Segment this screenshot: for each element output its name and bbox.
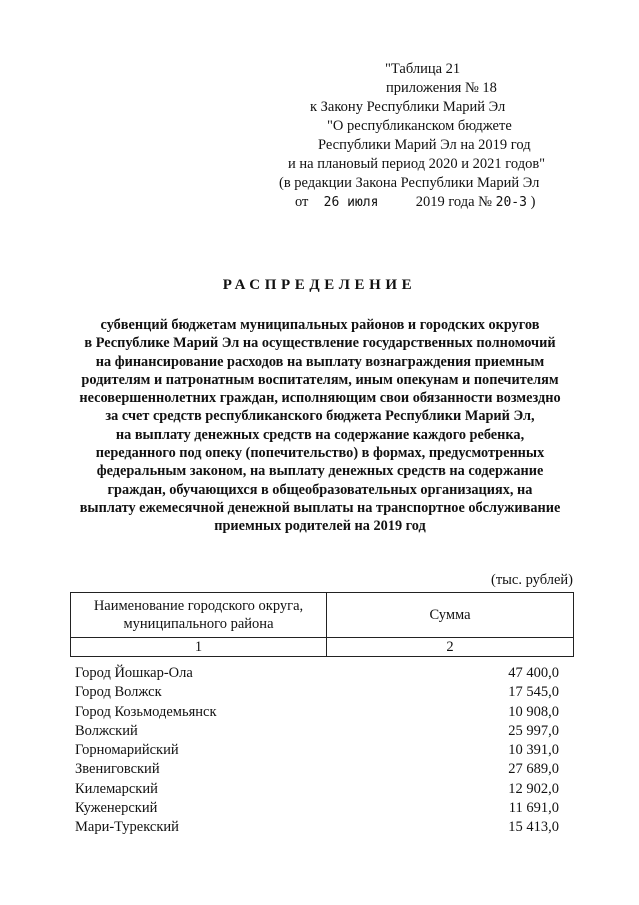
subtitle-line: несовершеннолетних граждан, исполняющим свои обязанности возмездно <box>79 390 561 407</box>
row-amount: 11 691,0 <box>508 800 559 817</box>
row-name: Килемарский <box>75 780 158 797</box>
header-date-line <box>240 193 600 212</box>
row-amount: 27 689,0 <box>508 761 559 778</box>
header-line: "Таблица 21 <box>385 61 461 77</box>
header-line: и на плановый период 2020 и 2021 годов" <box>288 156 546 172</box>
table-row <box>75 664 559 683</box>
table-row <box>75 722 559 741</box>
date-prefix: от <box>295 194 309 210</box>
row-name: Звениговский <box>75 761 160 778</box>
header-line: к Закону Республики Марий Эл <box>310 99 506 115</box>
column-header-name-line1: Наименование городского округа, <box>93 598 304 614</box>
table-body <box>75 664 559 838</box>
row-name: Город Йошкар-Ола <box>75 665 193 681</box>
row-amount: 17 545,0 <box>508 684 559 701</box>
table-row <box>75 799 559 818</box>
row-amount: 47 400,0 <box>508 665 559 681</box>
row-name: Куженерский <box>75 800 158 817</box>
row-amount: 12 902,0 <box>508 780 559 797</box>
subtitle-line: выплату ежемесячной денежной выплаты на транспортное обслуживание <box>79 499 561 516</box>
table-row <box>75 683 559 702</box>
column-header-name <box>71 593 327 638</box>
header-line: (в редакции Закона Республики Марий Эл <box>279 175 540 191</box>
column-number-1: 1 <box>71 638 327 657</box>
row-name: Мари-Турекский <box>75 819 179 836</box>
units-label: (тыс. рублей) <box>491 572 573 588</box>
table-row <box>75 741 559 760</box>
law-number: 20-З <box>495 195 527 210</box>
date-day-month: 26 июля <box>323 195 379 210</box>
subtitle-line: за счет средств республиканского бюджета Республики Марий Эл, <box>105 408 535 425</box>
header-line: "О республиканском бюджете <box>327 118 512 134</box>
subtitle-line: на выплату денежных средств на содержание каждого ребенка, <box>115 426 525 443</box>
document-title: РАСПРЕДЕЛЕНИЕ <box>222 277 417 293</box>
row-amount: 25 997,0 <box>508 722 559 739</box>
document-subtitle <box>60 316 580 536</box>
subtitle-line: субвенций бюджетам муниципальных районов и городских округов <box>100 317 540 333</box>
subtitle-line: переданного под опеку (попечительство) в формах, предусмотренных <box>95 445 545 462</box>
column-header-name-line2: муниципального района <box>123 616 274 632</box>
subtitle-line: федеральным законом, на выплату денежных средств на содержание <box>96 463 544 480</box>
date-year-text: 2019 года № <box>415 194 493 210</box>
table-row <box>75 780 559 799</box>
column-header-amount: Сумма <box>327 593 574 638</box>
subtitle-line: приемных родителей на 2019 год <box>214 518 426 535</box>
row-amount: 15 413,0 <box>508 819 559 836</box>
header-line: Республики Марий Эл на 2019 год <box>318 137 531 153</box>
subtitle-line: в Республике Марий Эл на осуществление государственных полномочий <box>84 335 556 352</box>
row-name: Город Козьмодемьянск <box>75 703 217 720</box>
row-name: Город Волжск <box>75 684 162 701</box>
subtitle-line: на финансирование расходов на выплату вознаграждения приемным <box>95 353 545 370</box>
document-header <box>240 60 600 212</box>
row-amount: 10 908,0 <box>508 703 559 720</box>
row-name: Волжский <box>75 722 138 739</box>
subtitle-line: родителям и патронатным воспитателям, иным опекунам и попечителям <box>81 371 559 388</box>
table-row <box>75 703 559 722</box>
row-name: Горномарийский <box>75 742 179 759</box>
column-number-2: 2 <box>327 638 574 657</box>
row-amount: 10 391,0 <box>508 742 559 759</box>
header-line: приложения № 18 <box>386 80 497 96</box>
date-suffix: ) <box>530 194 536 210</box>
table-row <box>75 760 559 779</box>
subtitle-line: граждан, обучающихся в общеобразовательных организациях, на <box>107 481 533 498</box>
table-row <box>75 818 559 837</box>
table-header <box>70 592 574 657</box>
